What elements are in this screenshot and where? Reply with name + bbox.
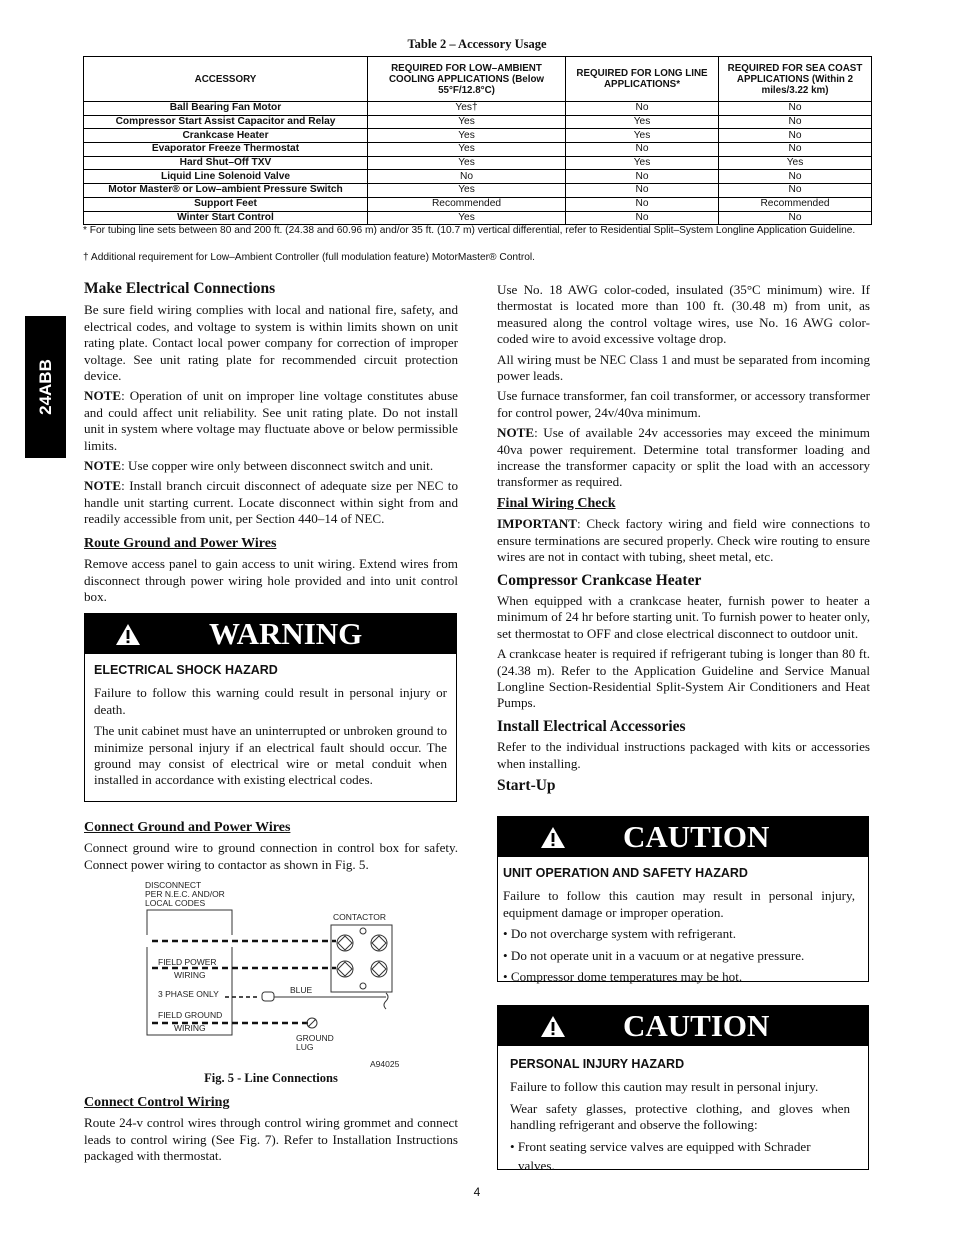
header-low-ambient: REQUIRED FOR LOW–AMBIENT COOLING APPLICATIONS (Below 55°F/12.8°C) [368,57,566,102]
label-ground-2: LUG [296,1042,314,1052]
table-body [84,102,872,225]
heading-start-up: Start-Up [497,776,556,794]
caution-1-header [498,817,868,857]
caution-1-title: CAUTION [623,819,770,854]
caution-2-triangle-icon [540,1015,566,1038]
heading-make-electrical: Make Electrical Connections [84,280,276,297]
table-row [84,143,872,157]
table-cell-value: No [368,170,566,184]
warning-text-2: The unit cabinet must have an uninterrupted or unbroken ground to minimize personal injury if an electrical fault should occur. The ground may consist of electrical wire or metal conduit when installed in accordance with existing electrical codes. [94,723,447,788]
label-field-ground-1: FIELD GROUND [158,1010,223,1020]
contactor-coil-bottom [360,983,366,989]
left-column-mid [84,820,458,877]
table-cell-value: No [566,211,719,225]
heading-route-ground: Route Ground and Power Wires [84,535,277,551]
table-row [84,211,872,225]
label-field-power-1: FIELD POWER [158,957,217,967]
caution-2-bullet-1: • Front seating service valves are equipped with Schrader [510,1138,811,1154]
heading-crankcase: Compressor Crankcase Heater [497,571,702,589]
side-tab-label: 24ABB [35,359,55,415]
table-cell-value: No [566,102,719,116]
caution-2-text-2: Wear safety glasses, protective clothing, and gloves when handling refrigerant and observe the following: [510,1100,850,1133]
table-header-row [84,57,872,102]
caution-box-1 [497,816,869,985]
left-column-bottom [84,1095,458,1169]
table-cell-value: No [566,197,719,211]
para-make-electrical: Be sure field wiring complies with local and national fire, safety, and electrical codes, and voltage to system is within limits shown on unit rating plate. Contact local power company for correction of improper voltage. See unit rating plate for recommended circuit protection device. [84,302,458,384]
table-cell-value: No [719,184,872,198]
para-connect-control: Route 24-v control wires through control wiring grommet and connect leads to control wiring (See Fig. 7). Refer to Installation Instructions packaged with thermostat. [84,1115,458,1164]
para-crankcase-2: A crankcase heater is required if refrigerant tubing is longer than 80 ft. (24.38 m). Refer to the Application Guideline and Service Manual Longline Section-Residential Split-System Air Conditioners and Heat Pumps. [497,646,870,711]
label-field-ground-2: WIRING [174,1023,206,1033]
contactor-box [331,925,392,992]
table-cell-accessory: Support Feet [84,197,368,211]
terminal-l1-nut [338,936,352,950]
disconnect-bracket [147,910,232,935]
header-sea-coast: REQUIRED FOR SEA COAST APPLICATIONS (Within 2 miles/3.22 km) [719,57,872,102]
table-row [84,115,872,129]
heading-connect-control: Connect Control Wiring [84,1095,230,1110]
wire-connector [262,992,274,1001]
note-24v: NOTE: Use of available 24v accessories may exceed the minimum 40va power requirement. Determine total transformer loading and increase the transformer capacity or split the load with an accessory transformer as required. [497,425,870,490]
table-row [84,170,872,184]
caution-2-text-1: Failure to follow this caution may result in personal injury. [510,1079,819,1095]
caution-2-header [498,1006,868,1046]
table-footnote-2: † Additional requirement for Low–Ambient Controller (full modulation feature) MotorMaster® Control. [83,252,536,263]
table-row [84,156,872,170]
terminal-t1-nut [338,962,352,976]
caution-1-body [498,857,868,994]
caution-2-body [498,1046,868,1183]
table-footnote-1: * For tubing line sets between 80 and 200 ft. (24.38 and 60.96 m) and/or 35 ft. (10.7 m) vertical differential, refer to Residential Split–System Longline Application Guideline. [83,225,856,236]
para-install-accessories: Refer to the individual instructions packaged with kits or accessories when installing. [497,739,870,771]
para-awg: Use No. 18 AWG color-coded, insulated (35°C minimum) wire. If thermostat is located more than 100 ft. (30.48 m) from unit, as measured along the control voltage wires, use No. 16 AWG color-coded wire to avoid excessive voltage drop. [497,282,870,347]
table-cell-value: Yes [368,184,566,198]
table-cell-accessory: Ball Bearing Fan Motor [84,102,368,116]
figure-caption: Fig. 5 - Line Connections [204,1071,338,1085]
table-row [84,197,872,211]
note-3: NOTE: Install branch circuit disconnect of adequate size per NEC to handle unit starting current. Locate disconnect within sight from and readily accessible from unit, per Section 440–14 of NEC. [84,478,458,527]
table-cell-accessory: Liquid Line Solenoid Valve [84,170,368,184]
terminal-t1 [337,961,353,977]
table-cell-value: Recommended [719,197,872,211]
warning-box [84,613,457,802]
right-column [497,282,870,794]
terminal-l2-nut [372,936,386,950]
table-row [84,184,872,198]
para-nec: All wiring must be NEC Class 1 and must be separated from incoming power leads. [497,351,870,384]
warning-body [85,654,456,798]
note-2: NOTE: Use copper wire only between disconnect switch and unit. [84,458,434,474]
table-cell-value: Yes† [368,102,566,116]
accessory-table [83,56,872,225]
ground-lug-slot [308,1019,316,1027]
label-disconnect-2: PER N.E.C. AND/OR [145,889,225,899]
caution-1-bullet-3: • Compressor dome temperatures may be hot. [503,969,743,985]
diagram-code: A94025 [370,1059,400,1069]
table-cell-value: No [719,129,872,143]
label-contactor: CONTACTOR [333,912,387,922]
note-1: NOTE: Operation of unit on improper line voltage constitutes abuse and could affect unit reliability. See unit rating plate. Do not install unit in system where voltage may fluctuate above or below permissible limits. [84,388,458,453]
table-cell-value: No [719,170,872,184]
para-connect-ground: Connect ground wire to ground connection in control box for safety. Connect power wiring to contactor as shown in Fig. 5. [84,840,458,872]
caution-1-bullet-1: • Do not overcharge system with refrigerant. [503,926,737,942]
contactor-coil-top [360,928,366,934]
table-cell-value: Yes [566,156,719,170]
table-cell-value: Yes [368,129,566,143]
line-connections-diagram [140,875,410,1071]
table-row [84,129,872,143]
terminal-t2-nut [372,962,386,976]
table-cell-value: No [719,115,872,129]
caution-1-hazard: UNIT OPERATION AND SAFETY HAZARD [503,866,748,880]
table-cell-value: Yes [566,129,719,143]
caution-2-hazard: PERSONAL INJURY HAZARD [510,1057,685,1071]
label-disconnect-3: LOCAL CODES [145,898,206,908]
table-cell-value: Yes [368,211,566,225]
table-cell-value: No [566,143,719,157]
left-column-top [84,281,458,609]
caution-box-2 [497,1005,869,1174]
side-tab [25,316,66,458]
table-cell-accessory: Compressor Start Assist Capacitor and Relay [84,115,368,129]
caution-1-bullet-2: • Do not operate unit in a vacuum or at negative pressure. [503,947,805,963]
caution-1-text: Failure to follow this caution may result in personal injury, equipment damage or improper operation. [503,888,855,920]
terminal-l2-line [371,935,387,951]
table-cell-accessory: Winter Start Control [84,211,368,225]
warning-title: WARNING [209,616,363,651]
label-ground-1: GROUND [296,1033,334,1043]
label-field-power-2: WIRING [174,970,206,980]
table-cell-value: Yes [719,156,872,170]
terminal-t2 [371,961,387,977]
heading-install-accessories: Install Electrical Accessories [497,717,686,735]
table-cell-accessory: Crankcase Heater [84,129,368,143]
warning-text-1: Failure to follow this warning could result in personal injury or death. [94,685,447,717]
warning-header [85,614,456,654]
table-cell-value: No [566,170,719,184]
heading-final-wiring: Final Wiring Check [497,495,616,511]
heading-connect-ground: Connect Ground and Power Wires [84,820,291,835]
terminal-l1-line [337,935,353,951]
table-cell-value: No [719,102,872,116]
table-cell-value: No [566,184,719,198]
table-cell-value: Yes [368,143,566,157]
table-cell-value: Yes [566,115,719,129]
para-crankcase-1: When equipped with a crankcase heater, furnish power to heater a minimum of 24 hr before starting unit. To furnish power to heater only, set thermostat to OFF and close electrical disconnect to outdoor unit. [497,592,870,641]
caution-1-triangle-icon [540,826,566,849]
label-three-phase: 3 PHASE ONLY [158,989,219,999]
table-title: Table 2 – Accessory Usage [407,37,547,51]
page-number: 4 [473,1185,481,1199]
para-route-ground: Remove access panel to gain access to unit wiring. Extend wires from disconnect through power wiring hole provided and into unit control box. [84,556,458,604]
table-cell-value: No [719,143,872,157]
header-accessory: ACCESSORY [84,57,368,102]
para-important: IMPORTANT: Check factory wiring and field wire connections to ensure terminations are secured properly. Check wire routing to ensure wires are not in contact with tubing, sheet metal, etc. [497,516,870,565]
table-row [84,102,872,116]
table-cell-value: Recommended [368,197,566,211]
label-blue: BLUE [290,985,313,995]
caution-2-bullet-1-cont: valves. [518,1158,555,1174]
table-cell-value: Yes [368,156,566,170]
table-cell-value: No [719,211,872,225]
caution-2-title: CAUTION [623,1008,770,1043]
warning-triangle-icon [115,623,141,646]
warning-hazard: ELECTRICAL SHOCK HAZARD [94,663,278,677]
table-cell-value: Yes [368,115,566,129]
blue-wire-end [384,993,388,1009]
header-long-line: REQUIRED FOR LONG LINE APPLICATIONS* [566,57,719,102]
table-cell-accessory: Hard Shut–Off TXV [84,156,368,170]
table-cell-accessory: Evaporator Freeze Thermostat [84,143,368,157]
label-disconnect-1: DISCONNECT [145,880,202,890]
para-transformer: Use furnace transformer, fan coil transformer, or accessory transformer for control power, 24v/40va minimum. [497,388,870,420]
table-cell-accessory: Motor Master® or Low–ambient Pressure Switch [84,184,368,198]
